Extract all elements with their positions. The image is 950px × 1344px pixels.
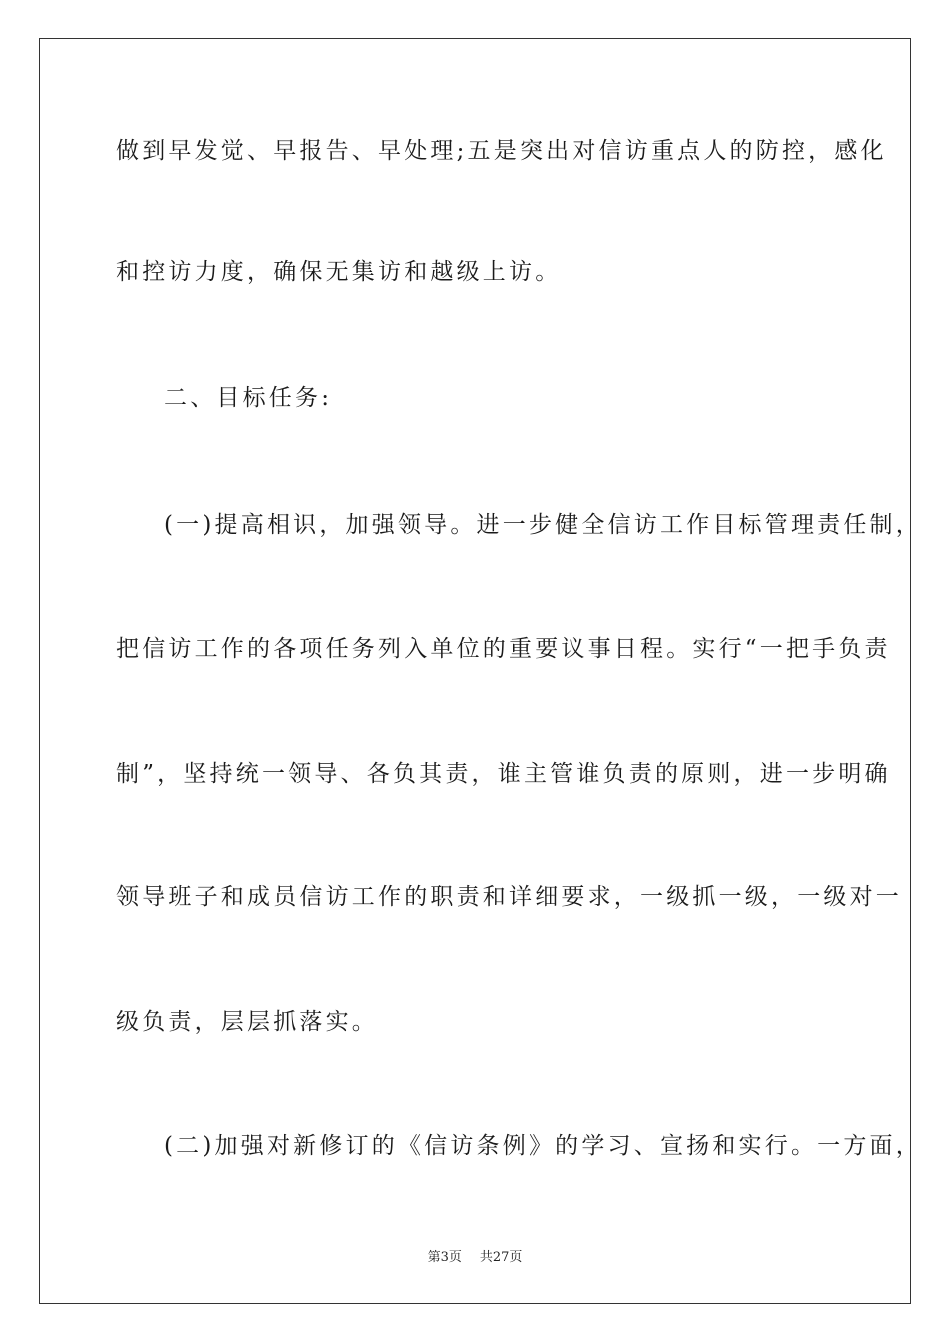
body-text-line: (二)加强对新修订的《信访条例》的学习、宣扬和实行。一方面， <box>164 1133 922 1159</box>
body-text-line: 级负责，层层抓落实。 <box>116 1009 378 1035</box>
body-text-line: (一)提高相识，加强领导。进一步健全信访工作目标管理责任制， <box>164 512 922 538</box>
body-text-line: 做到早发觉、早报告、早处理;五是突出对信访重点人的防控，感化 <box>116 138 887 164</box>
page-border <box>39 38 911 1304</box>
page-total: 共27页 <box>479 1250 523 1265</box>
body-text-line: 和控访力度，确保无集访和越级上访。 <box>116 259 562 285</box>
body-text-line: 把信访工作的各项任务列入单位的重要议事日程。实行“一把手负责 <box>116 636 891 662</box>
page-number: 第3页 <box>427 1250 462 1265</box>
body-text-line: 领导班子和成员信访工作的职责和详细要求，一级抓一级，一级对一 <box>116 884 902 910</box>
body-text-line: 制”，坚持统一领导、各负其责，谁主管谁负责的原则，进一步明确 <box>116 761 891 787</box>
page-footer <box>0 1249 950 1267</box>
section-heading: 二、目标任务: <box>164 385 333 411</box>
